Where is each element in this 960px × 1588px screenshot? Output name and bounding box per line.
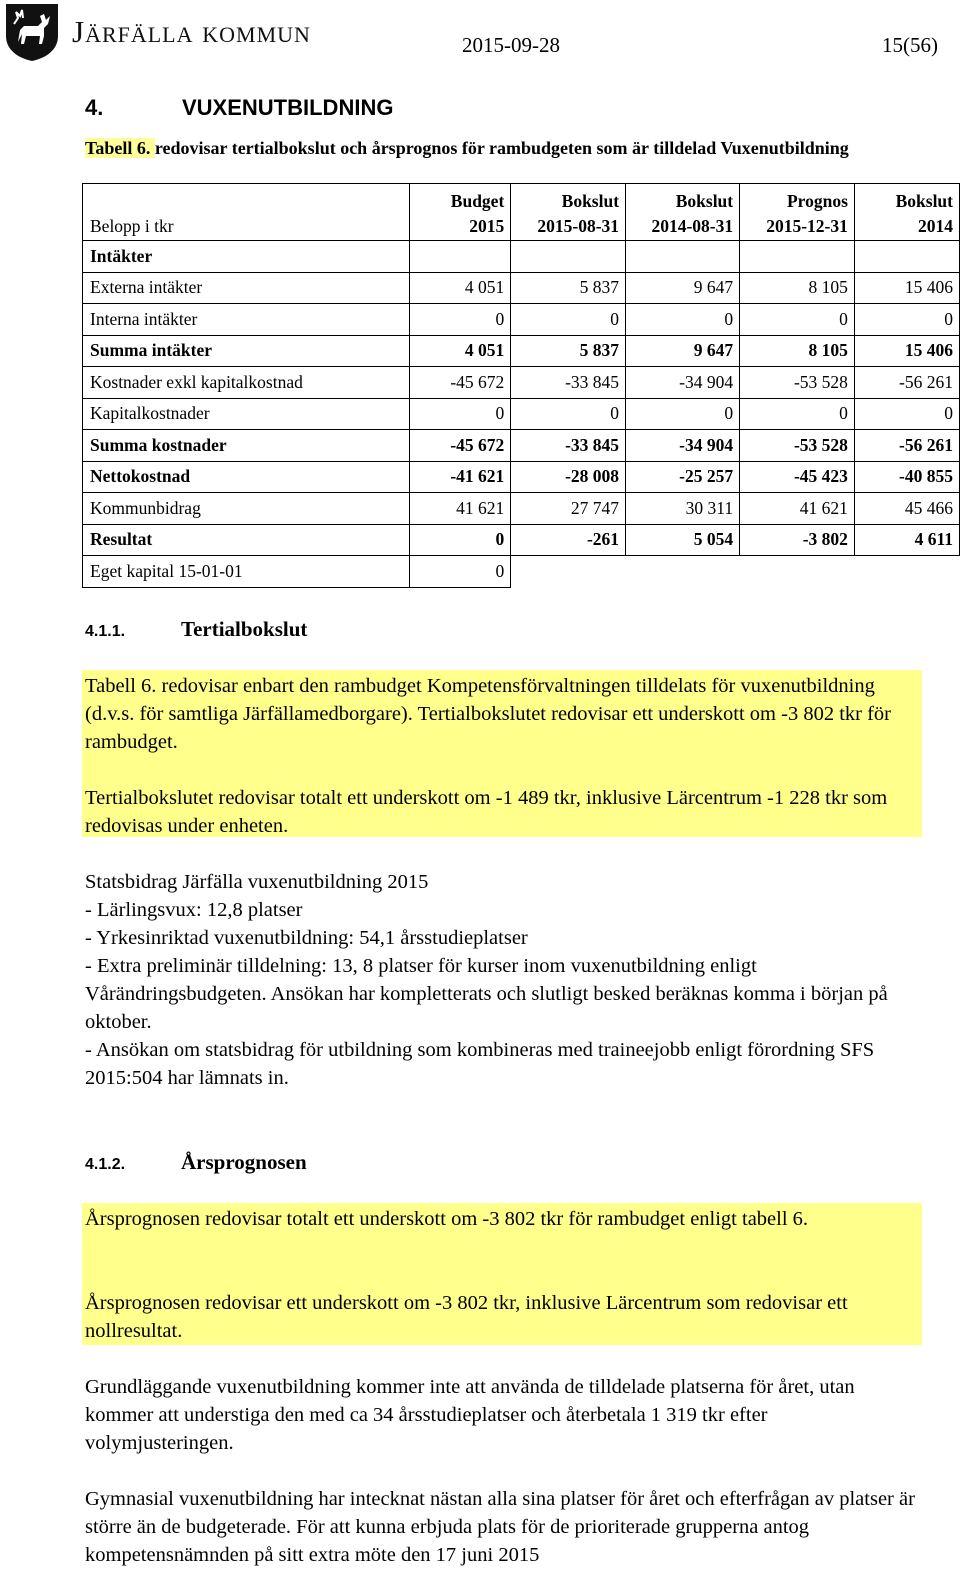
table-cell: 5 837 (511, 335, 626, 367)
header-cell: 2015-08-31 (511, 212, 626, 241)
header-cell: 2014-08-31 (626, 212, 740, 241)
list-item: - Yrkesinriktad vuxenutbildning: 54,1 årsstudieplatser (85, 927, 528, 949)
table-header-row (83, 212, 960, 241)
empty-cell (740, 556, 855, 588)
table-row (83, 430, 960, 462)
table-cell: -28 008 (511, 461, 626, 493)
table-cell (626, 241, 740, 273)
table-row (83, 335, 960, 367)
table-cell: -56 261 (854, 367, 959, 399)
empty-cell (626, 556, 740, 588)
table-header-row (83, 184, 960, 213)
table-row (83, 272, 960, 304)
caption-text: redovisar tertialbokslut och årsprognos för rambudgeten som är tilldelad Vuxenutbildning (154, 138, 849, 158)
subsection-number: 4.1.1. (85, 623, 126, 640)
table-row (83, 556, 960, 588)
table-cell: 4 051 (410, 272, 511, 304)
empty-cell (511, 556, 626, 588)
row-label: Summa kostnader (83, 430, 410, 462)
paragraph: Tabell 6. redovisar enbart den rambudget Kompetensförvaltningen tilldelats för vuxenutbildning (d.v.s. för samtliga Järfällamedborgare). Tertialbokslutet redovisar ett underskott om -3 802 tkr för rambudget. (85, 675, 892, 753)
header-cell: Bokslut (511, 184, 626, 213)
table-cell: 0 (626, 304, 740, 336)
table-cell: 0 (410, 524, 511, 556)
section-heading (85, 95, 393, 121)
row-label: Externa intäkter (83, 272, 410, 304)
paragraph: Grundläggande vuxenutbildning kommer inte att använda de tilldelade platserna för året, utan kommer att understiga den med ca 34 årsstudieplatser och återbetala 1 319 tkr efter volymjusteringen. (85, 1376, 855, 1454)
paragraph: Årsprognosen redovisar ett underskott om -3 802 tkr, inklusive Lärcentrum som redovisar ett nollresultat. (85, 1292, 848, 1342)
header-cell: Bokslut (854, 184, 959, 213)
table-cell: 15 406 (854, 335, 959, 367)
row-label: Eget kapital 15-01-01 (83, 556, 410, 588)
table-cell: 45 466 (854, 493, 959, 525)
table-row (83, 524, 960, 556)
list-item: - Ansökan om statsbidrag för utbildning som kombineras med traineejobb enligt förordning SFS 2015:504 har lämnats in. (85, 1039, 875, 1089)
header-cell: 2015 (410, 212, 511, 241)
table-cell: 15 406 (854, 272, 959, 304)
table-cell: 27 747 (511, 493, 626, 525)
table-cell (740, 241, 855, 273)
row-label: Kapitalkostnader (83, 398, 410, 430)
document-date: 2015-09-28 (462, 33, 560, 57)
header-cell: Bokslut (626, 184, 740, 213)
header-cell: 2014 (854, 212, 959, 241)
row-label: Nettokostnad (83, 461, 410, 493)
empty-cell (854, 556, 959, 588)
header-cell (83, 184, 410, 213)
table-cell: -53 528 (740, 367, 855, 399)
row-label: Summa intäkter (83, 335, 410, 367)
row-label: Kommunbidrag (83, 493, 410, 525)
table-cell: -53 528 (740, 430, 855, 462)
table-cell: -56 261 (854, 430, 959, 462)
row-label: Resultat (83, 524, 410, 556)
table-row (83, 398, 960, 430)
table-cell: 0 (854, 398, 959, 430)
header-cell: 2015-12-31 (740, 212, 855, 241)
table-cell: -33 845 (511, 367, 626, 399)
statsbidrag-title: Statsbidrag Järfälla vuxenutbildning 2015 (85, 871, 429, 893)
table-cell (511, 241, 626, 273)
table-cell: 0 (740, 398, 855, 430)
table-row (83, 493, 960, 525)
caption-highlight: Tabell 6. (85, 138, 155, 158)
header-cell: Prognos (740, 184, 855, 213)
subsection-number: 4.1.2. (85, 1156, 126, 1173)
table-cell: -33 845 (511, 430, 626, 462)
table-cell: 41 621 (410, 493, 511, 525)
table-cell: 0 (626, 398, 740, 430)
table-cell: 0 (410, 398, 511, 430)
table-cell: -40 855 (854, 461, 959, 493)
page-header (0, 0, 960, 80)
table-cell: 8 105 (740, 272, 855, 304)
subsection-heading (85, 1150, 307, 1175)
table-row (83, 461, 960, 493)
table-cell: -261 (511, 524, 626, 556)
table-cell: -45 672 (410, 367, 511, 399)
table-cell: 4 051 (410, 335, 511, 367)
statsbidrag-block (85, 868, 915, 1092)
table-cell: 8 105 (740, 335, 855, 367)
jarfalla-coat-of-arms-icon (4, 2, 60, 62)
row-label: Kostnader exkl kapitalkostnad (83, 367, 410, 399)
paragraph: Gymnasial vuxenutbildning har intecknat nästan alla sina platser för året och efterfrågan av platser är större än de budgeterade. För att kunna erbjuda plats för de prioriterade grupperna antog kompetensnämnden på sitt extra möte den 17 juni 2015 (85, 1488, 915, 1566)
table-cell: 0 (410, 556, 511, 588)
table-row (83, 241, 960, 273)
table-cell: -34 904 (626, 367, 740, 399)
table-cell: 0 (511, 398, 626, 430)
table-cell: 5 837 (511, 272, 626, 304)
header-cell: Budget (410, 184, 511, 213)
table-cell: 9 647 (626, 335, 740, 367)
header-cell: Belopp i tkr (83, 212, 410, 241)
section-title: VUXENUTBILDNING (182, 95, 394, 120)
subsection-title: Tertialbokslut (181, 617, 308, 641)
section-number: 4. (85, 95, 104, 120)
subsection-title: Årsprognosen (181, 1150, 307, 1174)
paragraph: Årsprognosen redovisar totalt ett underskott om -3 802 tkr för rambudget enligt tabell 6. (85, 1208, 809, 1230)
table-cell: 0 (511, 304, 626, 336)
table-cell: 0 (740, 304, 855, 336)
list-item: - Lärlingsvux: 12,8 platser (85, 899, 303, 921)
budget-table (82, 183, 960, 588)
table-cell: -34 904 (626, 430, 740, 462)
table-caption (85, 136, 915, 160)
table-row (83, 367, 960, 399)
subsection-heading (85, 617, 307, 642)
list-item: - Extra preliminär tilldelning: 13, 8 platser för kurser inom vuxenutbildning enligt Vårändringsbudgeten. Ansökan har kompletterats och slutligt besked beräknas komma i början på oktober. (85, 955, 888, 1033)
table-cell: 5 054 (626, 524, 740, 556)
table-cell: -45 672 (410, 430, 511, 462)
table-cell: 4 611 (854, 524, 959, 556)
table-cell: 0 (410, 304, 511, 336)
table-cell (410, 241, 511, 273)
table-cell (854, 241, 959, 273)
table-cell: 30 311 (626, 493, 740, 525)
table-row (83, 304, 960, 336)
org-name: Järfälla kommun (72, 14, 311, 49)
paragraph: Tertialbokslutet redovisar totalt ett underskott om -1 489 tkr, inklusive Lärcentrum -1 228 tkr som redovisas under enheten. (85, 787, 888, 837)
table-cell: 41 621 (740, 493, 855, 525)
table-cell: -3 802 (740, 524, 855, 556)
row-label: Interna intäkter (83, 304, 410, 336)
table-cell: 0 (854, 304, 959, 336)
table-cell: -45 423 (740, 461, 855, 493)
table-cell: 9 647 (626, 272, 740, 304)
table-cell: -41 621 (410, 461, 511, 493)
table-cell: -25 257 (626, 461, 740, 493)
page-number: 15(56) (882, 33, 938, 57)
row-label: Intäkter (83, 241, 410, 273)
